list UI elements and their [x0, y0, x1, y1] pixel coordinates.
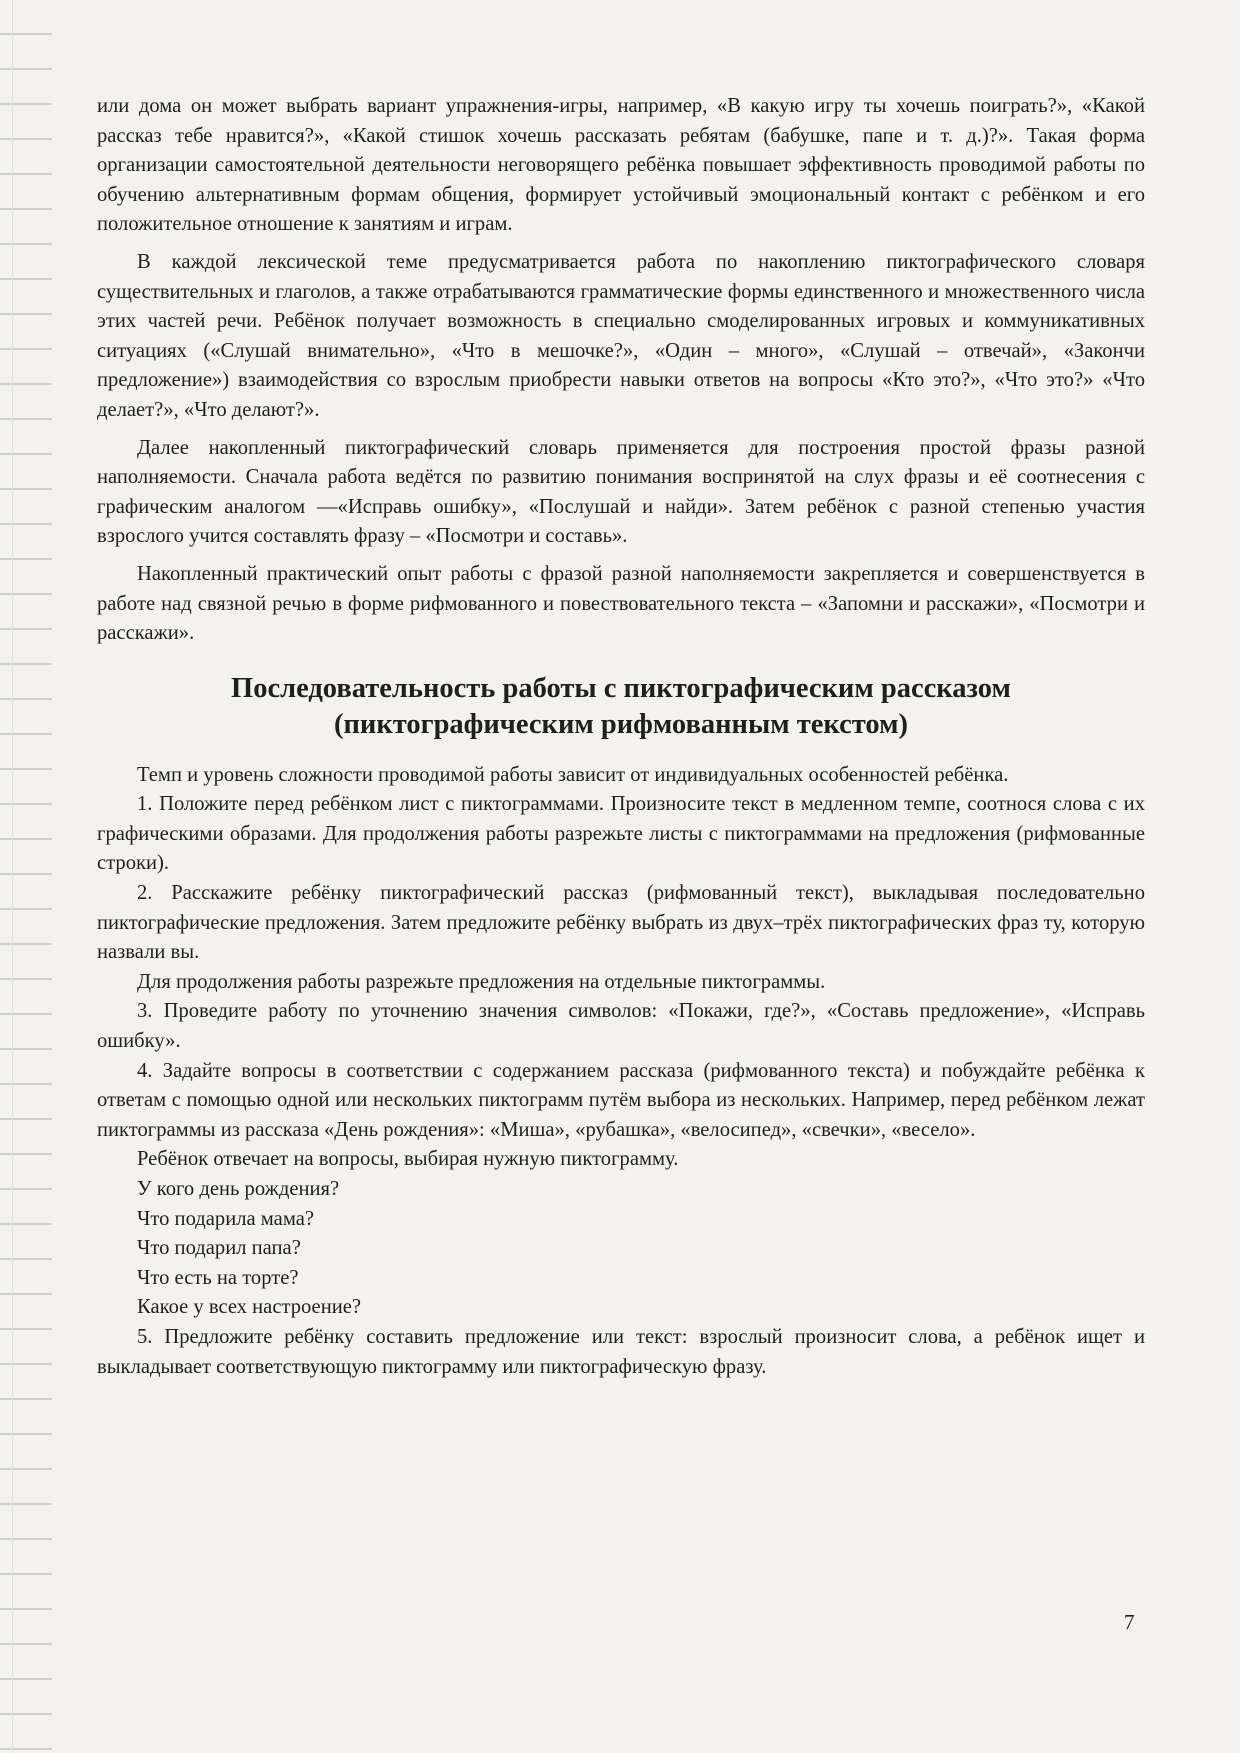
paragraph-intro-2: В каждой лексической теме предусматривается работа по накоплению пиктографического словаря существительных и глаголов, а также отрабатываются грамматические формы единственного и множественного числа этих частей речи. Ребёнок получает возможность в специально смоделированных игровых и коммуникативных ситуациях («Слушай внимательно», «Что в мешочке?», «Один – много», «Слушай – отвечай», «Закончи предложение») взаимодействия со взрослым приобрести навыки ответов на вопросы «Кто это?», «Что это?» «Что делает?», «Что делают?». — [97, 250, 1145, 421]
section-heading-line-2: (пиктографическим рифмованным текстом) — [334, 708, 908, 740]
page-body — [97, 92, 1145, 1382]
binding-edge — [12, 0, 13, 1753]
question-item: У кого день рождения? — [137, 1178, 340, 1200]
step-5: 5. Предложите ребёнку составить предложение или текст: взрослый произносит слова, а ребёнок ищет и выкладывает соответствующую пиктограмму или пиктографическую фразу. — [97, 1325, 1145, 1378]
step-1: 1. Положите перед ребёнком лист с пиктограммами. Произносите текст в медленном темпе, соотнося слова с их графическими образами. Для продолжения работы разрежьте листы с пиктограммами на предложения (рифмованные строки). — [97, 793, 1145, 875]
binding-margin — [0, 0, 52, 1753]
step-2-note: Для продолжения работы разрежьте предложения на отдельные пиктограммы. — [137, 970, 826, 993]
paragraph-intro-1: или дома он может выбрать вариант упражнения-игры, например, «В какую игру ты хочешь поиграть?», «Какой рассказ тебе нравится?», «Какой стишок хочешь рассказать ребятам (бабушке, папе и т. д.)?». Такая форма организации самостоятельной деятельности неговорящего ребёнка повышает эффективность проводимой работы по обучению альтернативным формам общения, формирует устойчивый эмоциональный контакт с ребёнком и его положительное отношение к занятиям и играм. — [97, 95, 1145, 236]
section-heading-line-1: Последовательность работы с пиктографическим рассказом — [231, 672, 1011, 704]
step-3: 3. Проведите работу по уточнению значения символов: «Покажи, где?», «Составь предложение», «Исправь ошибку». — [97, 1000, 1145, 1053]
question-item: Что есть на торте? — [137, 1266, 299, 1289]
page-number: 7 — [1124, 1610, 1135, 1634]
answer-intro: Ребёнок отвечает на вопросы, выбирая нужную пиктограмму. — [137, 1148, 679, 1171]
question-item: Что подарил папа? — [137, 1237, 301, 1260]
paragraph-intro-3: Далее накопленный пиктографический словарь применяется для построения простой фразы разной наполняемости. Сначала работа ведётся по развитию понимания воспринятой на слух фразы и её соотнесения с графическим аналогом —«Исправь ошибку», «Послушай и найди». Затем ребёнок с разной степенью участия взрослого учится составлять фразу – «Посмотри и составь». — [97, 436, 1145, 548]
paragraph-intro-4: Накопленный практический опыт работы с фразой разной наполняемости закрепляется и совершенствуется в работе над связной речью в форме рифмованного и повествовательного текста – «Запомни и расскажи», «Посмотри и расскажи». — [97, 562, 1145, 645]
question-item: Что подарила мама? — [137, 1207, 314, 1230]
section-lead: Темп и уровень сложности проводимой работы зависит от индивидуальных особенностей ребёнка. — [137, 763, 1009, 786]
step-4: 4. Задайте вопросы в соответствии с содержанием рассказа (рифмованного текста) и побуждайте ребёнка к ответам с помощью одной или нескольких пиктограмм путём выбора из нескольких. Например, перед ребёнком лежат пиктограммы из рассказа «День рождения»: «Миша», «рубашка», «велосипед», «свечки», «весело». — [97, 1059, 1145, 1141]
question-item: Какое у всех настроение? — [137, 1296, 362, 1319]
step-2: 2. Расскажите ребёнку пиктографический рассказ (рифмованный текст), выкладывая последовательно пиктографические предложения. Затем предложите ребёнку выбрать из двух–трёх пиктографических фраз ту, которую назвали вы. — [97, 882, 1145, 964]
section-heading — [97, 671, 1145, 743]
